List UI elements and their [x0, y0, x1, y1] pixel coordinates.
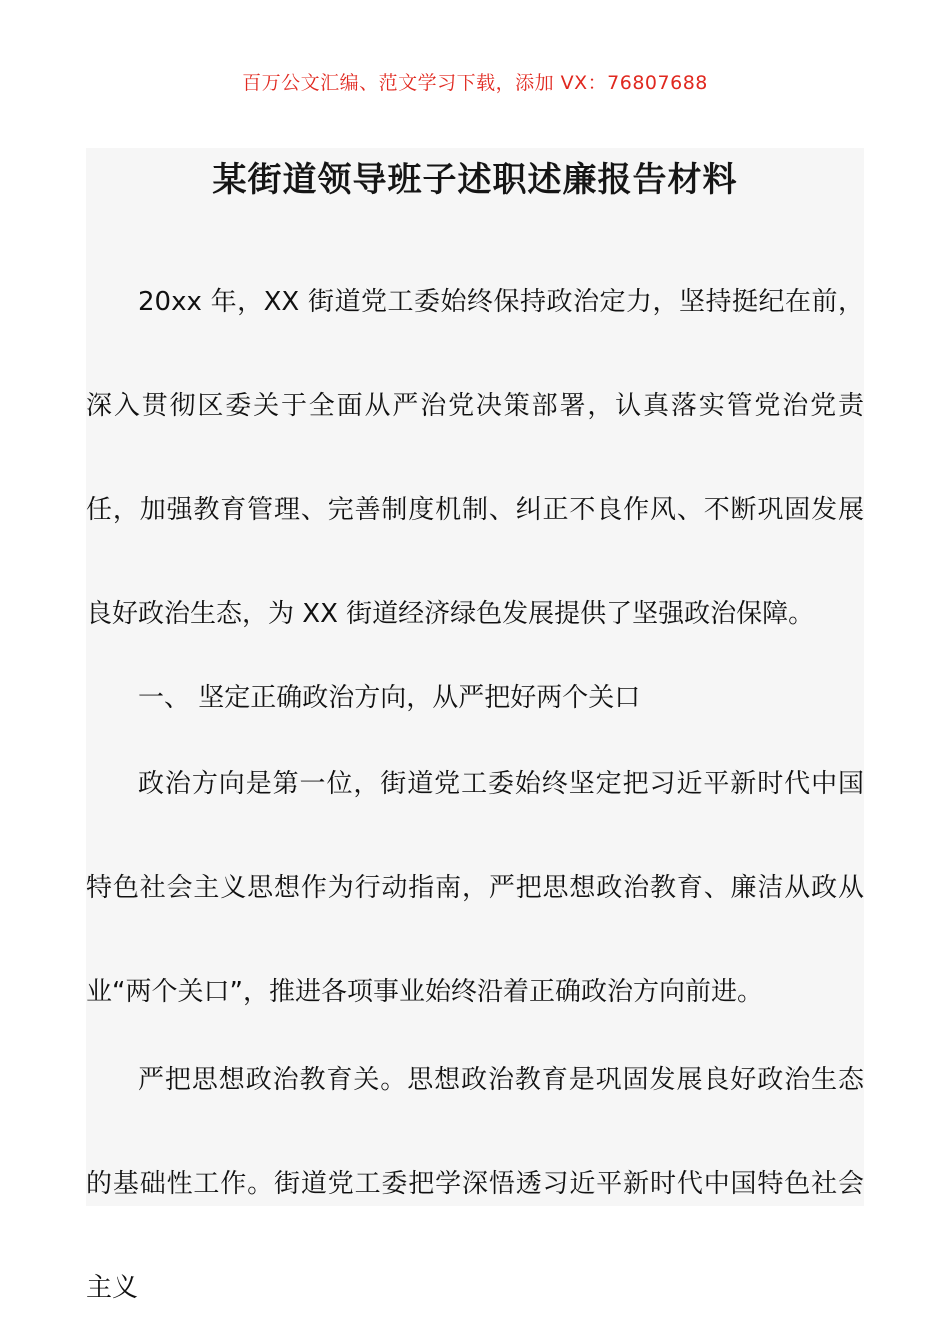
- document-title: 某街道领导班子述职述廉报告材料: [212, 160, 738, 200]
- paragraph-political-direction: 政治方向是第一位，街道党工委始终坚定把习近平新时代中国特色社会主义思想作为行动指南，严把思想政治教育、廉洁从政从业“两个关口”，推进各项事业始终沿着正确政治方向前进。: [86, 769, 864, 1007]
- paragraph-intro: 20xx 年，XX 街道党工委始终保持政治定力，坚持挺纪在前，深入贯彻区委关于全面从严治党决策部署，认真落实管党治党责任，加强教育管理、完善制度机制、纠正不良作风、不断巩固发展良好政治生态，为 XX 街道经济绿色发展提供了坚强政治保障。: [86, 287, 864, 629]
- page-header-watermark: 百万公文汇编、范文学习下载，添加 VX：76807688: [242, 72, 708, 94]
- section-heading-1: 一、 坚定正确政治方向，从严把好两个关口: [138, 683, 641, 713]
- paragraph-ideological-education: 严把思想政治教育关。思想政治教育是巩固发展良好政治生态的基础性工作。街道党工委把学深悟透习近平新时代中国特色社会主义: [86, 1065, 864, 1303]
